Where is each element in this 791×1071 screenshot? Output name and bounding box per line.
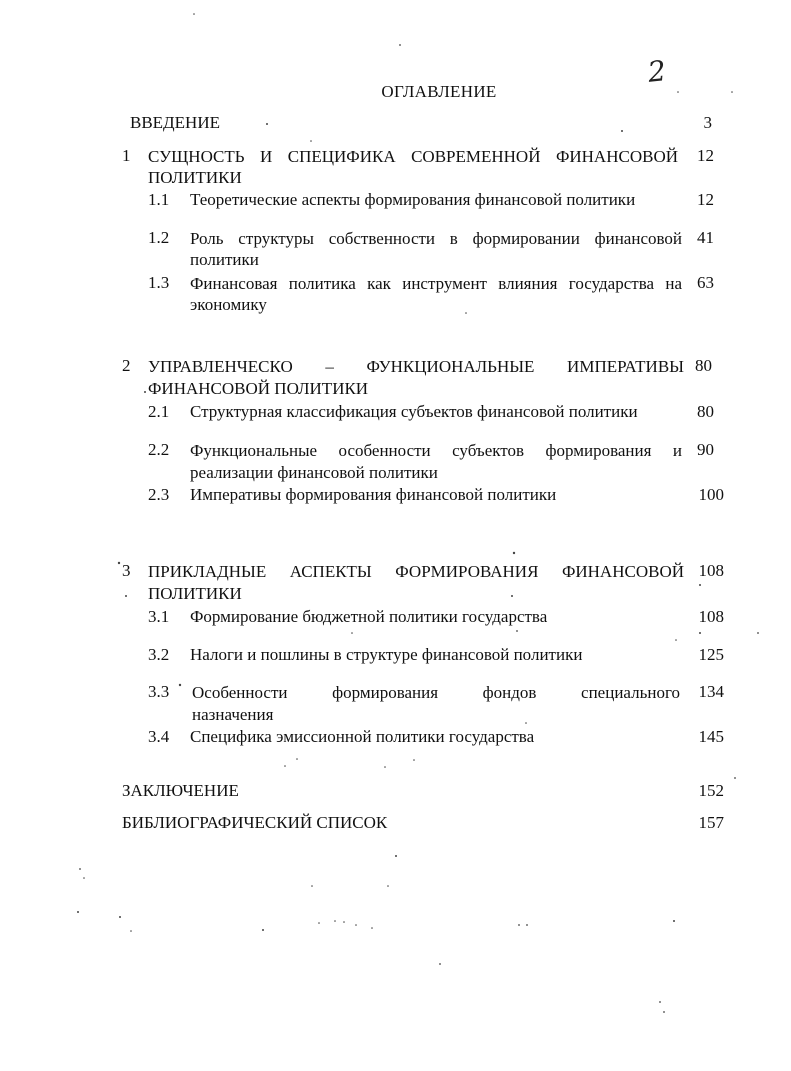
section-2-2-page: 90 [697, 440, 714, 459]
section-1-3-title-line2: экономику [190, 295, 267, 314]
section-1-3-number: 1.3 [148, 273, 170, 292]
chapter-3-title-line2: ПОЛИТИКИ [148, 584, 242, 603]
chapter-1-number: 1 [122, 146, 131, 165]
section-3-2-number: 3.2 [148, 645, 170, 664]
section-2-3-number: 2.3 [148, 485, 170, 504]
section-1-2-page: 41 [697, 228, 714, 247]
section-2-1-title: Структурная классификация субъектов финансовой политики [190, 402, 638, 421]
section-3-2-title: Налоги и пошлины в структуре финансовой политики [190, 645, 583, 664]
chapter-1-title-line2: ПОЛИТИКИ [148, 168, 242, 187]
toc-conclusion-page: 152 [698, 781, 724, 800]
section-1-1-page: 12 [697, 190, 714, 209]
section-3-1-page: 108 [698, 607, 724, 626]
section-3-3-number: 3.3 [148, 682, 170, 701]
section-3-3-title-line1: Особенности формирования фондов специального [192, 683, 680, 702]
section-1-2-number: 1.2 [148, 228, 170, 247]
chapter-3-number: 3 [122, 561, 131, 580]
toc-conclusion-label: ЗАКЛЮЧЕНИЕ [122, 781, 239, 800]
toc-bibliography-label: БИБЛИОГРАФИЧЕСКИЙ СПИСОК [122, 813, 388, 832]
chapter-2-page: 80 [695, 356, 712, 375]
section-3-2-page: 125 [698, 645, 724, 664]
section-2-2-title-line2: реализации финансовой политики [190, 463, 438, 482]
toc-title: ОГЛАВЛЕНИЕ [381, 82, 497, 101]
section-1-1-number: 1.1 [148, 190, 170, 209]
section-2-3-title: Императивы формирования финансовой политики [190, 485, 557, 504]
section-2-2-number: 2.2 [148, 440, 170, 459]
section-1-2-title-line2: политики [190, 250, 259, 269]
toc-bibliography-page: 157 [698, 813, 724, 832]
section-3-3-title-line2: назначения [192, 705, 274, 724]
chapter-3-page: 108 [698, 561, 724, 580]
chapter-2-number: 2 [122, 356, 131, 375]
section-2-3-page: 100 [698, 485, 724, 504]
section-1-2-title-line1: Роль структуры собственности в формировании финансовой [190, 229, 682, 248]
section-2-1-number: 2.1 [148, 402, 170, 421]
chapter-2-title-line2: ФИНАНСОВОЙ ПОЛИТИКИ [148, 379, 369, 398]
section-1-1-title: Теоретические аспекты формирования финансовой политики [190, 190, 636, 209]
section-3-4-number: 3.4 [148, 727, 170, 746]
toc-intro-page: 3 [703, 113, 712, 132]
chapter-3-title-line1: ПРИКЛАДНЫЕ АСПЕКТЫ ФОРМИРОВАНИЯ ФИНАНСОВОЙ [148, 562, 684, 581]
section-3-4-page: 145 [698, 727, 724, 746]
toc-intro-label: ВВЕДЕНИЕ [130, 113, 220, 132]
section-3-3-page: 134 [698, 682, 724, 701]
section-2-2-title-line1: Функциональные особенности субъектов формирования и [190, 441, 682, 460]
section-1-3-page: 63 [697, 273, 714, 292]
section-3-1-number: 3.1 [148, 607, 170, 626]
chapter-2-title-line1: УПРАВЛЕНЧЕСКО – ФУНКЦИОНАЛЬНЫЕ ИМПЕРАТИВЫ [148, 357, 684, 376]
chapter-1-page: 12 [697, 146, 714, 165]
handwritten-page-number: 2 [646, 54, 668, 89]
chapter-1-title-line1: СУЩНОСТЬ И СПЕЦИФИКА СОВРЕМЕННОЙ ФИНАНСОВОЙ [148, 147, 678, 166]
section-2-1-page: 80 [697, 402, 714, 421]
section-3-1-title: Формирование бюджетной политики государства [190, 607, 548, 626]
section-1-3-title-line1: Финансовая политика как инструмент влияния государства на [190, 274, 682, 293]
section-3-4-title: Специфика эмиссионной политики государства [190, 727, 535, 746]
